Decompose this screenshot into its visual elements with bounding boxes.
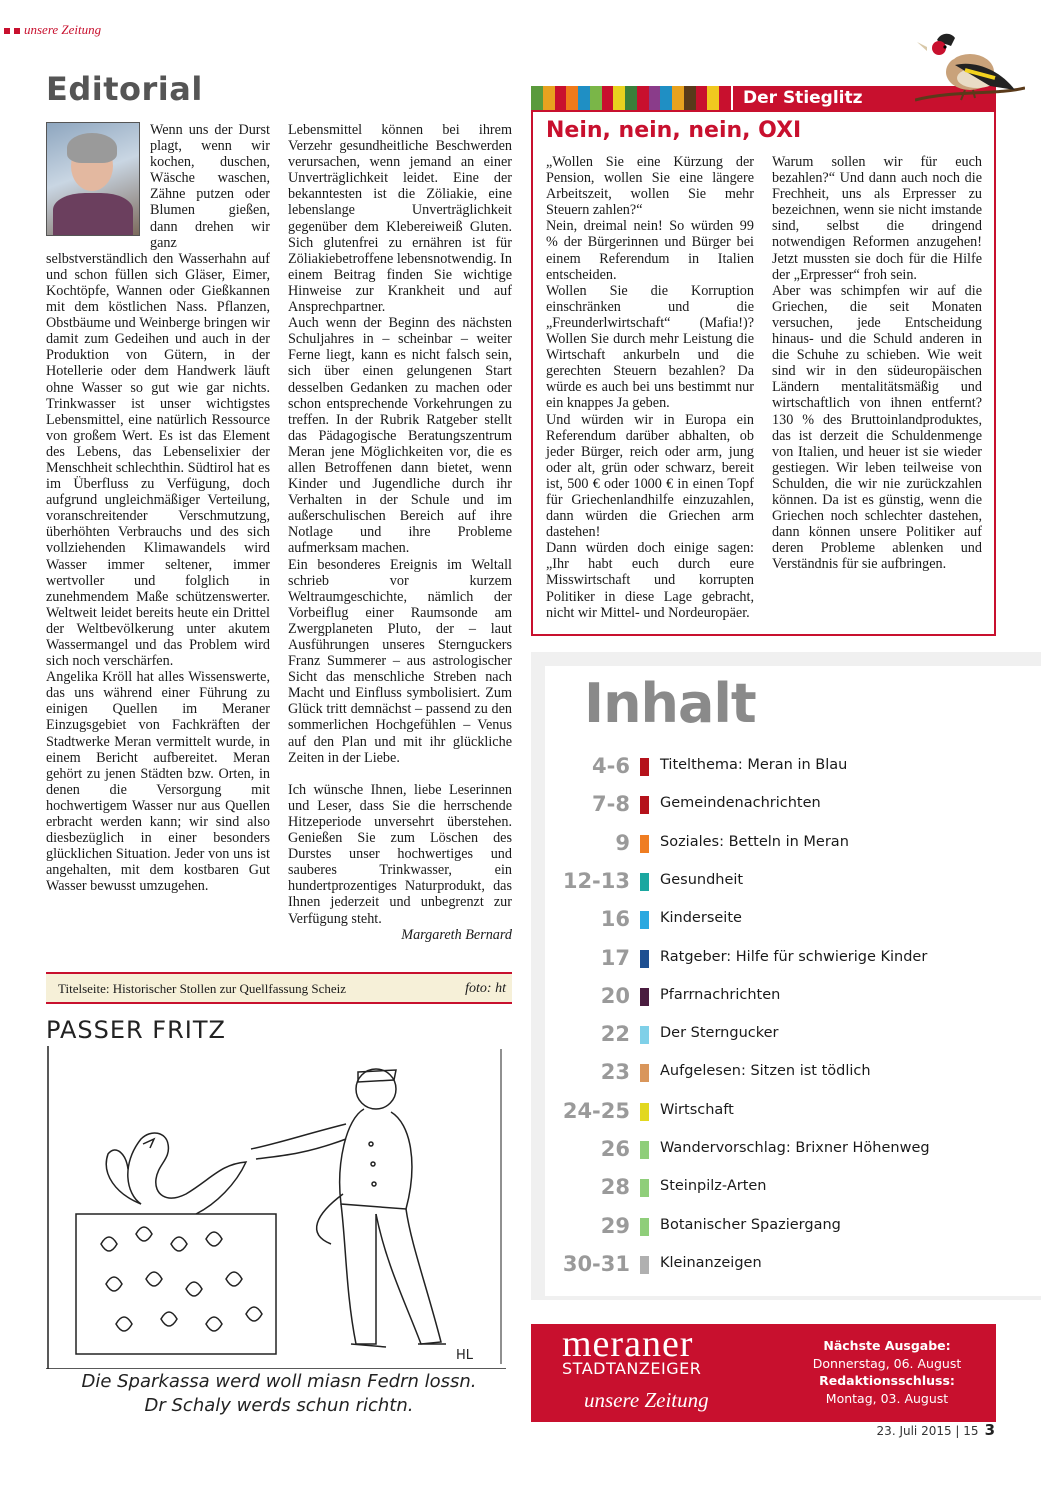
contents-label: Gesundheit [660,871,744,888]
contents-label: Aufgelesen: Sitzen ist tödlich [660,1063,871,1080]
contents-page-number: 12-13 [562,868,630,893]
page-footer [877,1421,995,1439]
color-stripe [531,86,731,110]
cover-caption-text: Titelseite: Historischer Stollen zur Quellfassung Scheiz [58,981,346,996]
contents-label: Wirtschaft [660,1101,734,1118]
contents-color-marker [640,1026,649,1044]
stieglitz-title: Nein, nein, nein, OXI [546,118,802,143]
contents-page-number: 30-31 [562,1251,630,1276]
contents-color-marker [640,873,649,891]
contents-item[interactable] [560,1058,1030,1088]
contents-item[interactable] [560,1020,1030,1050]
contents-label: Titelthema: Meran in Blau [660,757,848,773]
goldfinch-icon [915,20,1025,115]
contents-page-number: 4-6 [592,754,630,778]
stripe-segment [719,86,731,110]
cartoon-caption-line: Dr Schaly werds schun richtn. [144,1395,414,1416]
contents-color-marker [640,1141,649,1159]
contents-item[interactable] [560,905,1030,935]
cartoon-caption [46,1370,512,1418]
stripe-segment [707,86,719,110]
brand-square-icon [14,28,20,34]
deadline-label: Redaktionsschluss: [819,1373,955,1388]
contents-page-number: 23 [600,1060,630,1085]
contents-label: Gemeindenachrichten [660,795,821,812]
contents-color-marker [640,1064,649,1082]
contents-page-number: 26 [600,1137,630,1161]
cover-caption [46,972,512,1004]
contents-color-marker [640,758,649,776]
contents-page-number: 24-25 [562,1098,630,1123]
contents-color-marker [640,1179,649,1197]
contents-page-number: 29 [600,1213,630,1238]
stripe-segment [637,86,649,110]
contents-page-number: 16 [600,907,630,932]
stieglitz-paragraph: Dann würden doch einige sagen: „Ihr habt euch durch eure Misswirtschaft und korrupten Politiker in diese Lage gebracht, nicht wir Mittel- und Nordeuropäer. [546,540,754,621]
stripe-segment [531,86,543,110]
contents-item[interactable] [560,982,1030,1012]
contents-item[interactable] [560,1135,1030,1165]
contents-item[interactable] [560,752,1030,782]
contents-item[interactable] [560,790,1030,820]
stieglitz-paragraph: „Wollen Sie eine Kürzung der Pension, wollen Sie eine längere Arbeitszeit, wollen Sie mehr Steuern zahlen?“ [546,154,754,219]
stieglitz-paragraph: Wollen Sie die Korruption einschränken und die „Freunderlwirtschaft“ (Mafia!)? Wollen Sie durch mehr Leistung die Wirtschaft ankurbeln und die gerechten Steuern bezahlen? Da würde es auch bei uns bestimmt nur ein knappes Ja geben. [546,282,754,412]
contents-color-marker [640,1103,649,1121]
stieglitz-column-1 [546,154,754,621]
next-issue-info [790,1337,984,1407]
next-issue-label: Nächste Ausgabe: [823,1338,951,1353]
contents-label: Soziales: Betteln in Meran [660,833,849,850]
contents-item[interactable] [560,1212,1030,1242]
contents-label: Wandervorschlag: Brixner Höhenweg [660,1140,930,1156]
contents-page-number: 28 [600,1175,630,1200]
contents-color-marker [640,796,649,814]
editorial-paragraph: Auch wenn der Beginn des nächsten Schuljahres in – scheinbar – weiter Ferne liegt, kann es nicht falsch sein, sich über einen gelungenen Start desselben Gedanken zu machen oder schon entsprechende Vorkehrungen zu treffen. In der Rubrik Ratgeber stellt das Pädagogische Beratungszentrum Meran jene Möglichkeiten vor, die es allen Betroffenen dann bietet, wenn Kinder und Jugendliche durch ihr Verhalten in der Schule und im außerschulischen Bereich auf ihre Notlage und ihre Probleme aufmerksam machen. [288,315,512,557]
stripe-segment [696,86,708,110]
contents-label: Botanischer Spaziergang [660,1216,841,1233]
editorial-paragraph: Lebensmittel können bei ihrem Verzehr gesundheitliche Beschwerden verursachen, wenn jemand an einer Unverträglichkeit leidet. Eine der bekanntesten ist die Zöliakie, eine lebenslange Unverträglichkeit gegenüber dem Klebereiweiß Gluten. Sich glutenfrei zu ernähren ist für Zöliakiebetroffene lebensnotwendig. In einem Beitrag finden Sie wichtige Hinweise zur Krankheit und auf Ansprechpartner. [288,122,512,316]
stripe-segment [613,86,625,110]
contents-label: Kleinanzeigen [660,1254,762,1271]
contents-item[interactable] [560,1097,1030,1127]
contents-label: Steinpilz-Arten [660,1178,767,1195]
stripe-segment [684,86,696,110]
contents-page-number: 17 [600,945,630,970]
logo-meraner: meraner [562,1323,694,1365]
contents-item[interactable] [560,867,1030,897]
column-label: Der Stieglitz [733,86,996,110]
stripe-segment [660,86,672,110]
logo-unsere-zeitung: unsere Zeitung [584,1388,709,1412]
stripe-segment [649,86,661,110]
editorial-column-2 [288,122,512,943]
editorial-paragraph: Angelika Kröll hat alles Wissenswerte, das uns während einer Führung zu einigen Quellen im Meraner Einzugsgebiet von Fachkräften der Stadtwerke Meran vermittelt wurde, in einem Bericht aufbereitet. Meran gehört zu jenen Städten bzw. Orten, in denen die Versorgung mit hochwertigem Wasser nur aus Quellen erbracht werden kann; wir sind also diesbezüglich in einer besonders glücklichen Situation. Jeder von uns ist angehalten, mit dem kostbaren Gut Wasser bewusst umzugehen. [46,669,270,895]
next-issue-date: Donnerstag, 06. August [812,1355,962,1371]
deadline-date: Montag, 03. August [825,1390,949,1406]
contents-item[interactable] [560,944,1030,974]
contents-color-marker [640,911,649,929]
cartoon-title: PASSER FRITZ [46,1016,226,1044]
stieglitz-paragraph: Warum sollen wir für euch bezahlen?“ Und dann auch noch die Frechheit, uns als Erpresser zu bezeichnen, wenn sie nicht imstande sind, selbst die dringend notwendigen Reformen anzugehen! Jetzt mussten sie doch für die Hilfe der „Erpresser“ froh sein. [772,154,982,283]
stieglitz-paragraph: Nein, dreimal nein! So würden 99 % der Bürgerinnen und Bürger bei einem Referendum in Italien entscheiden. [546,218,754,283]
brand-header [4,22,101,38]
contents-color-marker [640,950,649,968]
contents-item[interactable] [560,1250,1030,1280]
contents-label: Der Sterngucker [660,1025,779,1042]
stripe-segment [555,86,567,110]
contents-label: Pfarrnachrichten [660,986,781,1003]
contents-title: Inhalt [584,672,756,735]
section-title: Editorial [46,70,203,108]
cartoon-caption-line: Die Sparkassa werd woll miasn Fedrn lossn. [81,1371,477,1392]
contents-page-number: 20 [600,983,630,1008]
contents-color-marker [640,1256,649,1274]
cartoon-drawing [46,1044,506,1369]
author-signature: Margareth Bernard [401,926,512,943]
contents-page-number: 22 [600,1022,630,1047]
stieglitz-column-2 [772,154,982,572]
editorial-paragraph: Ein besonderes Ereignis im Weltall schrieb vor kurzem Weltraumgeschichte, nämlich der Vorbeiflug einer Raumsonde am Zwergplaneten Pluto, der – laut Ausführungen unseres Sternguckers Franz Summerer – aus astrologischer Sicht das menschliche Streben nach Macht und Einfluss symbolisiert. Zum Glück tritt demnächst – passend zu den sommerlichen Hochgefühlen – Venus auf den Plan und mit ihr glückliche Zeiten in der Liebe. [288,556,512,766]
contents-item[interactable] [560,829,1030,859]
stripe-segment [602,86,614,110]
contents-color-marker [640,988,649,1006]
brand-square-icon [4,28,10,34]
stripe-segment [543,86,555,110]
stieglitz-paragraph: Und würden wir in Europa ein Referendum darüber abhalten, ob jeder Bürger, reich oder arm, jung oder alt, grün oder schwarz, bereit ist, 500 € oder 1000 € in einen Topf für Griechenlandhilfe einzuzahlen, dann würden die Griechen arm dastehen! [546,411,754,541]
contents-label: Kinderseite [660,910,742,927]
stripe-segment [672,86,684,110]
issue-date: 23. Juli 2015 | 15 [876,1424,979,1438]
stripe-segment [578,86,590,110]
contents-color-marker [640,1218,649,1236]
photo-credit: foto: ht [465,981,506,996]
editorial-column-1 [46,122,270,895]
logo-stadtanzeiger: STADTANZEIGER [562,1359,702,1378]
stripe-segment [625,86,637,110]
stripe-segment [566,86,578,110]
stripe-segment [590,86,602,110]
editorial-paragraph: Ich wünsche Ihnen, liebe Leserinnen und Leser, dass Sie die herrschende Hitzeperiode unversehrt überstehen. Genießen Sie zum Löschen des Durstes unser hochwertiges und sauberes Trinkwasser, ein hundertprozentiges Naturprodukt, das Ihnen jederzeit und unbegrenzt zur Verfügung steht. [288,781,512,927]
contents-color-marker [640,835,649,853]
contents-item[interactable] [560,1173,1030,1203]
contents-page-number: 7-8 [592,792,630,817]
brand-name: unsere Zeitung [24,22,102,37]
contents-page-number: 9 [615,830,630,855]
stieglitz-paragraph: Aber was schimpfen wir auf die Griechen, die seit Monaten versuchen, jede Entscheidung hinaus- und die Schuld anderen in die Schuhe zu schieben. Wie weit sind wir in den südeuropäischen Ländern mentalitätsmäßig und wirtschaftlich von ihnen entfernt? 130 % des Bruttoinlandproduktes, das ist derzeit die Schuldenmenge von Italien, und heuer ist sie wieder gestiegen. Wir leben teilweise von Schulden, die wir nie zurückzahlen können. Da ist es günstig, wenn die Griechen noch schlechter dastehen, dann können unsere Politiker auf deren Probleme ablenken und Verständnis für sie aufbringen. [772,282,982,573]
contents-label: Ratgeber: Hilfe für schwierige Kinder [660,948,928,965]
cartoon-artist-signature: HL [456,1348,474,1363]
page-number: 3 [984,1421,995,1439]
editorial-paragraph: Wenn uns der Durst plagt, wenn wir kochen, duschen, Wäsche waschen, Zähne putzen oder Blumen gießen, dann drehen wir ganz selbstverständlich den Wasserhahn auf und schon füllen sich Gläser, Eimer, Kochtöpfe, Wannen oder Gießkannen mit dem köstlichen Nass. Pflanzen, Obstbäume und Weinberge bringen wir damit zum Gedeihen und auch in der Produktion von Gütern, in der Hotellerie oder dem Handwerk läuft ohne Wasser so gut wie gar nichts. Trinkwasser ist unser wichtigstes Lebensmittel, eine natürlich Ressource von großem Wert. Es ist das Element des Lebens, das Lebenselixier der Menschheit schlechthin. Südtirol hat es im Überfluss zu Verfügung, doch aufgrund ungleichmäßiger Verteilung, voranschreitender Verschmutzung, überhöhten Verbrauchs und des sich vollziehenden Klimawandels wird Wasser immer seltener, immer wertvoller und folglich in zunehmendem Maße schützenswerter. Weltweit leidet bereits heute ein Drittel der Weltbevölkerung unter akutem Wassermangel und das Problem wird sich noch verschärfen. [46,122,270,670]
